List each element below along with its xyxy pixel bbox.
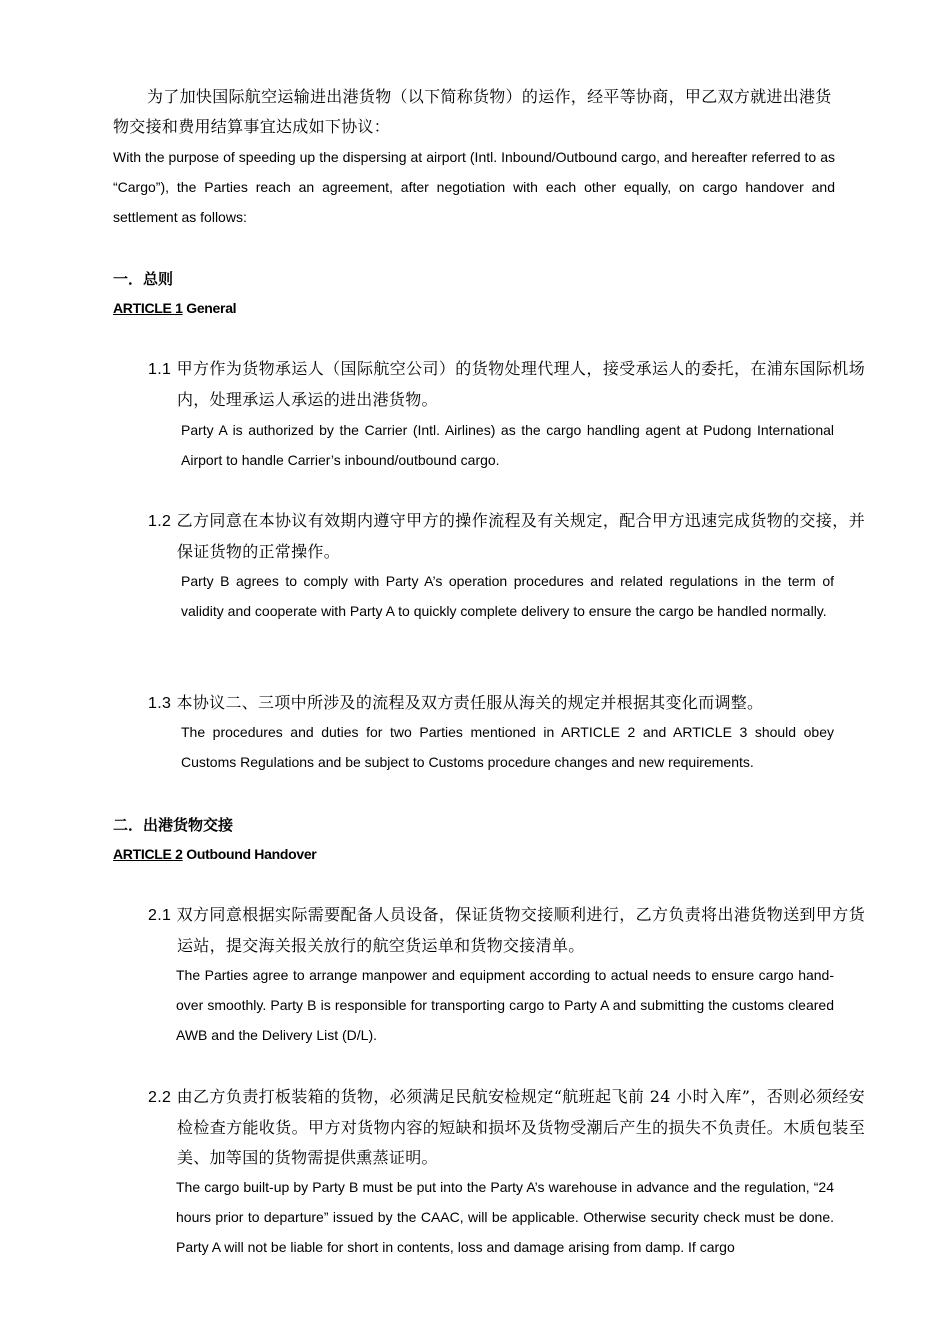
clause-text-zh: 本协议二、三项中所涉及的流程及双方责任服从海关的规定并根据其变化而调整。 xyxy=(176,693,764,712)
clause-1-2-zh xyxy=(148,506,865,567)
clause-2-2-en: The cargo built-up by Party B must be put into the Party A’s warehouse in advance and the regulation, “24 hours prior to departure” issued by the CAAC, will be applicable. Otherwise security check must be done. Party A will not be liable for short in contents, loss and damage arising from damp. If cargo xyxy=(176,1179,834,1255)
article-1-heading-en xyxy=(113,293,236,323)
clause-1-2-en: Party B agrees to comply with Party A’s operation procedures and related regulations in the term of validity and cooperate with Party A to quickly complete delivery to ensure the cargo be handled normally. xyxy=(181,573,834,619)
article-1-heading-zh: 一．总则 xyxy=(113,270,174,288)
clause-1-1-zh xyxy=(148,354,865,415)
clause-1-3-zh xyxy=(148,688,865,719)
intro-paragraph-zh: 为了加快国际航空运输进出港货物（以下简称货物）的运作，经平等协商，甲乙双方就进出港货物交接和费用结算事宜达成如下协议： xyxy=(113,87,832,136)
article-1-label: ARTICLE 1 xyxy=(113,300,183,316)
article-2-label: ARTICLE 2 xyxy=(113,846,183,862)
article-2-title: Outbound Handover xyxy=(186,846,317,862)
clause-2-1-en: The Parties agree to arrange manpower and equipment according to actual needs to ensure cargo hand-over smoothly. Party B is responsible for transporting cargo to Party A and submitting the customs cleared AWB and the Delivery List (D/L). xyxy=(176,967,834,1043)
article-2-heading-en xyxy=(113,839,316,869)
clause-2-1-zh xyxy=(148,900,865,961)
clause-2-2-zh xyxy=(148,1082,865,1173)
clause-1-3-en: The procedures and duties for two Parties mentioned in ARTICLE 2 and ARTICLE 3 should obey Customs Regulations and be subject to Customs procedure changes and new requirements. xyxy=(181,724,834,770)
intro-paragraph-en: With the purpose of speeding up the dispersing at airport (Intl. Inbound/Outbound cargo, and hereafter referred to as “Cargo”), the Parties reach an agreement, after negotiation with each other equally, on cargo handover and settlement as follows: xyxy=(113,149,835,225)
clause-number: 1.1 xyxy=(148,361,172,378)
clause-1-1-en: Party A is authorized by the Carrier (Intl. Airlines) as the cargo handling agent at Pudong International Airport to handle Carrier’s inbound/outbound cargo. xyxy=(181,422,834,468)
clause-number: 1.3 xyxy=(148,695,172,712)
article-1-title: General xyxy=(186,300,237,316)
clause-number: 2.1 xyxy=(148,907,172,924)
article-2-heading-zh: 二．出港货物交接 xyxy=(113,816,234,834)
clause-text-zh: 双方同意根据实际需要配备人员设备，保证货物交接顺利进行，乙方负责将出港货物送到甲方货运站，提交海关报关放行的航空货运单和货物交接清单。 xyxy=(176,905,865,955)
clause-number: 2.2 xyxy=(148,1089,172,1106)
clause-text-zh: 乙方同意在本协议有效期内遵守甲方的操作流程及有关规定，配合甲方迅速完成货物的交接，并保证货物的正常操作。 xyxy=(176,511,865,561)
clause-text-zh: 甲方作为货物承运人（国际航空公司）的货物处理代理人，接受承运人的委托，在浦东国际机场内，处理承运人承运的进出港货物。 xyxy=(176,359,865,409)
clause-text-zh: 由乙方负责打板装箱的货物，必须满足民航安检规定“航班起飞前 24 小时入库”，否则必须经安检检查方能收货。甲方对货物内容的短缺和损坏及货物受潮后产生的损失不负责任。木质包装至美、加等国的货物需提供熏蒸证明。 xyxy=(176,1087,865,1167)
clause-number: 1.2 xyxy=(148,513,172,530)
